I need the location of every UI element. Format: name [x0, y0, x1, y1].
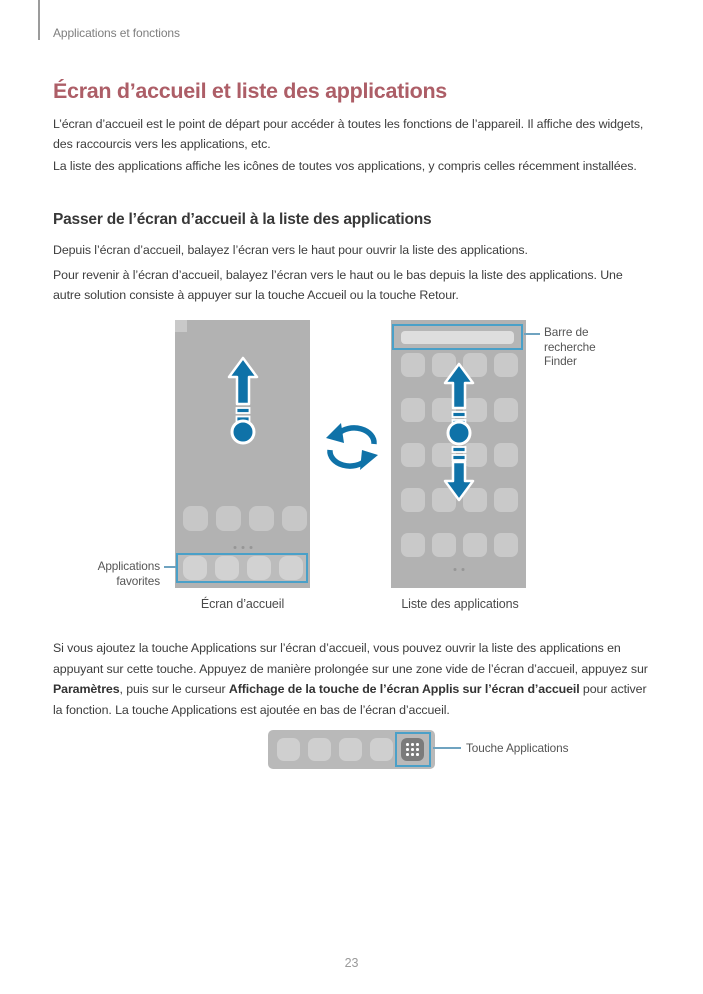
apps-list-illustration — [391, 320, 526, 588]
app-icon-placeholder — [183, 506, 208, 531]
apps-grid — [401, 353, 521, 557]
header-rule — [38, 0, 40, 40]
caption-home-screen: Écran d’accueil — [200, 597, 285, 611]
subsection-paragraph-1: Depuis l’écran d’accueil, balayez l’écran vers le haut pour ouvrir la liste des applications. — [53, 243, 528, 257]
app-icon-placeholder — [463, 353, 487, 377]
app-icon-placeholder — [494, 488, 518, 512]
app-icon-placeholder — [494, 353, 518, 377]
page-indicator-dots — [453, 568, 464, 571]
app-icon-placeholder — [432, 353, 456, 377]
app-icon-placeholder — [432, 488, 456, 512]
app-icon-placeholder — [494, 398, 518, 422]
sync-arrows-icon — [324, 420, 380, 474]
app-icon-placeholder — [277, 738, 300, 761]
app-icon-placeholder — [401, 398, 425, 422]
favorite-apps-label: Applications favorites — [97, 559, 160, 588]
text-run: Si vous ajoutez la touche Applications sur l’écran d’accueil, vous pouvez ouvrir la liste des applications en appuyant sur cette touche. Appuyez de manière prolongée sur une zone vide de l’écran d’accueil, appuyez sur — [53, 641, 648, 676]
page-number: 23 — [344, 956, 359, 970]
app-icon-placeholder — [494, 443, 518, 467]
favorite-apps-callout-box — [176, 553, 308, 583]
finder-search-callout-box — [392, 324, 523, 350]
app-icon-placeholder — [247, 556, 271, 580]
app-icon-placeholder — [463, 533, 487, 557]
callout-line — [524, 333, 540, 335]
app-icon-placeholder — [249, 506, 274, 531]
apps-button-paragraph — [53, 638, 653, 720]
running-header: Applications et fonctions — [53, 26, 180, 40]
app-icon-placeholder — [401, 533, 425, 557]
app-icon-placeholder — [339, 738, 362, 761]
subsection-title: Passer de l’écran d’accueil à la liste des applications — [53, 211, 432, 228]
app-icon-placeholder — [432, 533, 456, 557]
app-icon-placeholder — [279, 556, 303, 580]
app-icon-placeholder — [370, 738, 393, 761]
app-icon-placeholder — [282, 506, 307, 531]
section-title: Écran d’accueil et liste des applications — [53, 79, 447, 103]
toggle-label: Affichage de la touche de l’écran Applis sur l’écran d’accueil — [228, 682, 580, 696]
app-icon-placeholder — [401, 353, 425, 377]
app-icon-placeholder — [432, 443, 456, 467]
finder-search-label: Barre de recherche Finder — [544, 325, 596, 368]
intro-paragraph-2: La liste des applications affiche les icônes de toutes vos applications, y compris celles récemment installées. — [53, 159, 637, 173]
settings-label: Paramètres — [53, 682, 120, 696]
app-icon-placeholder — [401, 488, 425, 512]
home-app-row — [183, 506, 307, 531]
app-icon-placeholder — [463, 398, 487, 422]
caption-apps-list: Liste des applications — [401, 597, 519, 611]
callout-line — [433, 747, 461, 749]
corner-notch — [175, 320, 187, 332]
app-icon-placeholder — [401, 443, 425, 467]
app-icon-placeholder — [494, 533, 518, 557]
page-indicator-dots — [233, 546, 252, 549]
app-icon-placeholder — [215, 556, 239, 580]
app-icon-placeholder — [463, 443, 487, 467]
intro-paragraph-1: L’écran d’accueil est le point de départ pour accéder à toutes les fonctions de l’appareil. Il affiche des widgets, des raccourcis vers les applications, etc. — [53, 117, 644, 151]
text-run: , puis sur le curseur — [119, 682, 229, 696]
text-run: pour activer la fonction. La touche Applications est ajoutée en bas de l’écran d’accueil. — [53, 682, 647, 717]
subsection-paragraph-2: Pour revenir à l’écran d’accueil, balayez l’écran vers le haut ou le bas depuis la liste des applications. Une autre solution consiste à appuyer sur la touche Accueil ou la touche Retour. — [53, 268, 623, 302]
app-icon-placeholder — [463, 488, 487, 512]
apps-button-callout-box — [395, 732, 431, 767]
callout-line — [164, 566, 176, 568]
search-bar — [401, 331, 514, 344]
apps-button-label: Touche Applications — [466, 741, 569, 755]
app-icon-placeholder — [183, 556, 207, 580]
app-icon-placeholder — [308, 738, 331, 761]
app-icon-placeholder — [216, 506, 241, 531]
home-screen-illustration — [175, 320, 310, 588]
app-icon-placeholder — [432, 398, 456, 422]
